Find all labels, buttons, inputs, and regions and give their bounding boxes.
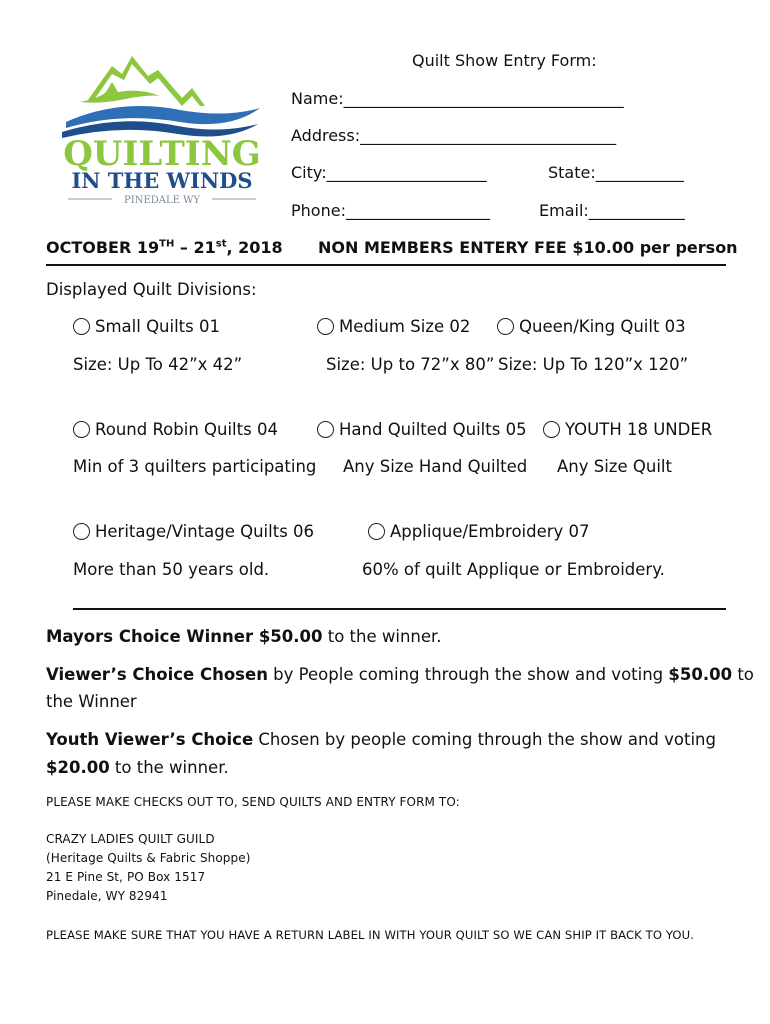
division-desc-06: More than 50 years old. [73,560,270,579]
viewers-choice-amount: $50.00 [668,665,733,684]
division-option-youth[interactable] [543,420,712,439]
viewers-choice-text: by People coming through the show and voting [267,665,669,684]
radio-01[interactable] [73,318,90,335]
viewers-choice-line2: the Winner [46,692,137,711]
radio-02[interactable] [317,318,334,335]
division-desc-07: 60% of quilt Applique or Embroidery. [362,560,665,579]
radio-03[interactable] [497,318,514,335]
return-label-note: PLEASE MAKE SURE THAT YOU HAVE A RETURN LABEL IN WITH YOUR QUILT SO WE CAN SHIP IT BACK TO YOU. [46,928,694,942]
division-label: Hand Quilted Quilts 05 [339,420,527,439]
viewers-choice-to: to [732,665,754,684]
division-label: Small Quilts 01 [95,317,220,336]
division-desc-youth: Any Size Quilt [557,457,672,476]
city-field[interactable]: City:____________________ [291,163,487,182]
state-field[interactable]: State:___________ [548,163,684,182]
dates-sup2: st [215,238,227,250]
logo-line2: IN THE WINDS [71,168,253,193]
division-label: YOUTH 18 UNDER [565,420,713,439]
mailing-line-4: Pinedale, WY 82941 [46,889,168,903]
dates-mid: – 21 [174,238,216,257]
entry-fee: NON MEMBERS ENTERY FEE $10.00 per person [318,238,738,257]
division-option-07[interactable] [368,522,590,541]
radio-07[interactable] [368,523,385,540]
division-option-04[interactable] [73,420,278,439]
form-title: Quilt Show Entry Form: [412,51,597,70]
radio-05[interactable] [317,421,334,438]
division-option-06[interactable] [73,522,314,541]
mayors-choice-text: to the winner. [322,627,442,646]
mailing-line-2: (Heritage Quilts & Fabric Shoppe) [46,851,251,865]
division-desc-01: Size: Up To 42”x 42” [73,355,243,374]
divisions-divider [73,608,726,610]
email-field[interactable]: Email:____________ [539,201,685,220]
name-field[interactable]: Name:___________________________________ [291,89,624,108]
youth-choice-to: to the winner. [109,758,229,777]
mailing-instruction: PLEASE MAKE CHECKS OUT TO, SEND QUILTS AND ENTRY FORM TO: [46,795,460,809]
dates-sup1: TH [159,238,175,250]
viewers-choice-title: Viewer’s Choice Chosen [46,665,268,684]
division-desc-05: Any Size Hand Quilted [343,457,528,476]
mountain-logo-icon [60,48,265,208]
mailing-line-1: CRAZY LADIES QUILT GUILD [46,832,215,846]
mayors-choice [46,627,442,646]
division-option-05[interactable] [317,420,527,439]
dates-suffix: , 2018 [226,238,283,257]
division-label: Applique/Embroidery 07 [390,522,590,541]
division-option-02[interactable] [317,317,470,336]
phone-field[interactable]: Phone:__________________ [291,201,490,220]
division-option-01[interactable] [73,317,220,336]
dates-prefix: OCTOBER 19 [46,238,160,257]
youth-choice [46,730,716,749]
radio-04[interactable] [73,421,90,438]
youth-choice-title: Youth Viewer’s Choice [46,730,254,749]
division-desc-03: Size: Up To 120”x 120” [498,355,689,374]
mayors-choice-title: Mayors Choice Winner $50.00 [46,627,323,646]
logo-line3: PINEDALE WY [124,195,200,206]
event-dates [46,238,283,257]
radio-06[interactable] [73,523,90,540]
youth-choice-amount: $20.00 [46,758,110,777]
logo-line1: QUILTING [63,134,261,174]
division-label: Medium Size 02 [339,317,471,336]
youth-choice-line2 [46,758,229,777]
division-desc-04: Min of 3 quilters participating [73,457,317,476]
division-label: Queen/King Quilt 03 [519,317,686,336]
divisions-heading: Displayed Quilt Divisions: [46,280,257,299]
division-desc-02: Size: Up to 72”x 80” [326,355,495,374]
address-field[interactable]: Address:________________________________ [291,126,617,145]
viewers-choice [46,665,754,684]
division-label: Heritage/Vintage Quilts 06 [95,522,315,541]
youth-choice-text: Chosen by people coming through the show and voting [253,730,716,749]
quilting-in-the-winds-logo [60,48,265,208]
division-label: Round Robin Quilts 04 [95,420,278,439]
division-option-03[interactable] [497,317,686,336]
mailing-line-3: 21 E Pine St, PO Box 1517 [46,870,206,884]
header-divider [46,264,726,266]
radio-youth[interactable] [543,421,560,438]
